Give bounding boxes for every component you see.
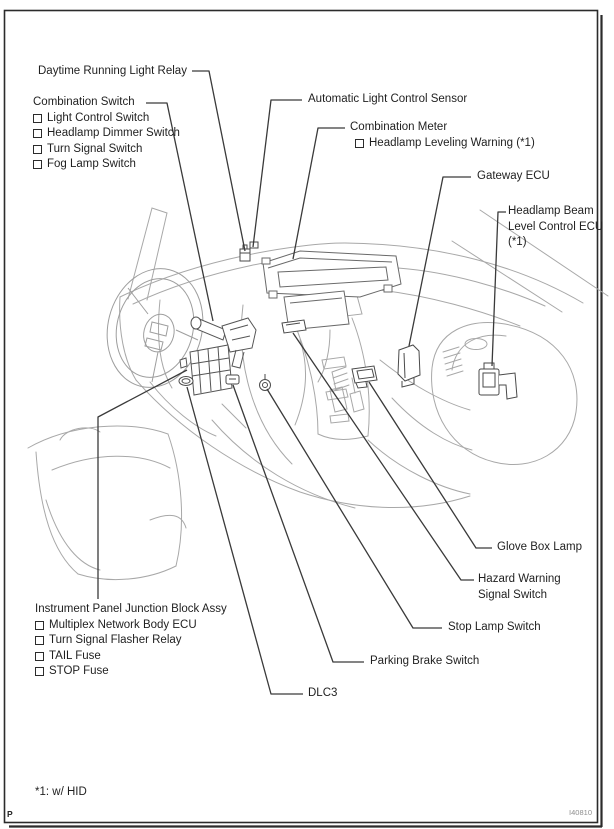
footnote: *1: w/ HID bbox=[35, 786, 87, 798]
callout-glove-box-lamp bbox=[497, 540, 582, 556]
callout-gateway-ecu bbox=[477, 169, 550, 185]
callout-stop-lamp-switch bbox=[448, 620, 541, 636]
leader-parking-brake-switch bbox=[233, 385, 364, 662]
headlamp-beam-ecu-part bbox=[479, 363, 517, 399]
page-corner-mark: P bbox=[7, 809, 13, 819]
callout-combination-switch bbox=[33, 95, 180, 173]
leader-combination-meter bbox=[293, 128, 345, 259]
callout-label: Hazard Warning Signal Switch bbox=[478, 573, 561, 601]
checkbox-marker-icon bbox=[33, 129, 42, 138]
figure-id: I40810 bbox=[569, 808, 592, 817]
checkbox-marker-icon bbox=[35, 652, 44, 661]
callout-hazard-warning-signal-switch bbox=[478, 572, 590, 603]
callout-title: Combination Meter bbox=[350, 121, 448, 133]
callout-title: Combination Switch bbox=[33, 96, 135, 108]
callout-automatic-light-control-sensor bbox=[308, 92, 467, 108]
callout-dlc3 bbox=[308, 686, 337, 702]
checkbox-marker-icon bbox=[33, 145, 42, 154]
checkbox-marker-icon bbox=[35, 667, 44, 676]
leader-gateway-ecu bbox=[409, 177, 471, 346]
callout-sub-item: Headlamp Leveling Warning (*1) bbox=[355, 136, 535, 152]
leader-junction-block bbox=[98, 370, 187, 599]
callout-daytime-running-light-relay bbox=[38, 64, 187, 80]
callout-sub-item: Headlamp Dimmer Switch bbox=[33, 126, 180, 142]
callout-sub-item: Light Control Switch bbox=[33, 111, 180, 127]
checkbox-marker-icon bbox=[355, 139, 364, 148]
drl-relay-part bbox=[240, 245, 250, 261]
callout-label: DLC3 bbox=[308, 687, 338, 699]
callout-sub-item: Fog Lamp Switch bbox=[33, 157, 180, 173]
callout-label: Headlamp Beam Level Control ECU (*1) bbox=[508, 205, 604, 248]
combination-meter-part bbox=[262, 251, 401, 330]
callout-combination-meter bbox=[350, 120, 535, 151]
callout-sub-item: TAIL Fuse bbox=[35, 649, 227, 665]
callout-sub-item: Turn Signal Switch bbox=[33, 142, 180, 158]
callout-sub-item: Multiplex Network Body ECU bbox=[35, 618, 227, 634]
leader-auto-light-sensor bbox=[253, 100, 302, 247]
callout-title: Instrument Panel Junction Block Assy bbox=[35, 603, 227, 615]
parking-brake-switch-part bbox=[226, 375, 239, 384]
callout-label: Parking Brake Switch bbox=[370, 655, 480, 667]
callout-instrument-panel-junction-block bbox=[35, 602, 227, 680]
callout-sub-item: Turn Signal Flasher Relay bbox=[35, 633, 227, 649]
callout-label: Gateway ECU bbox=[477, 170, 550, 182]
callout-headlamp-beam-level-control-ecu bbox=[508, 204, 604, 251]
leader-glove-box-lamp bbox=[369, 382, 492, 548]
callout-label: Glove Box Lamp bbox=[497, 541, 583, 553]
callout-label: Stop Lamp Switch bbox=[448, 621, 541, 633]
checkbox-marker-icon bbox=[35, 621, 44, 630]
glove-box-lamp-part bbox=[352, 366, 377, 388]
stop-lamp-switch-part bbox=[260, 374, 271, 391]
leader-stop-lamp-switch bbox=[267, 389, 442, 628]
hazard-switch-part bbox=[282, 320, 306, 333]
callout-label: Automatic Light Control Sensor bbox=[308, 93, 468, 105]
checkbox-marker-icon bbox=[35, 636, 44, 645]
dlc3-part bbox=[179, 377, 193, 386]
callout-label: Daytime Running Light Relay bbox=[38, 65, 187, 77]
callout-parking-brake-switch bbox=[370, 654, 479, 670]
checkbox-marker-icon bbox=[33, 114, 42, 123]
leader-drl-relay bbox=[192, 71, 245, 251]
callout-sub-item: STOP Fuse bbox=[35, 664, 227, 680]
checkbox-marker-icon bbox=[33, 160, 42, 169]
